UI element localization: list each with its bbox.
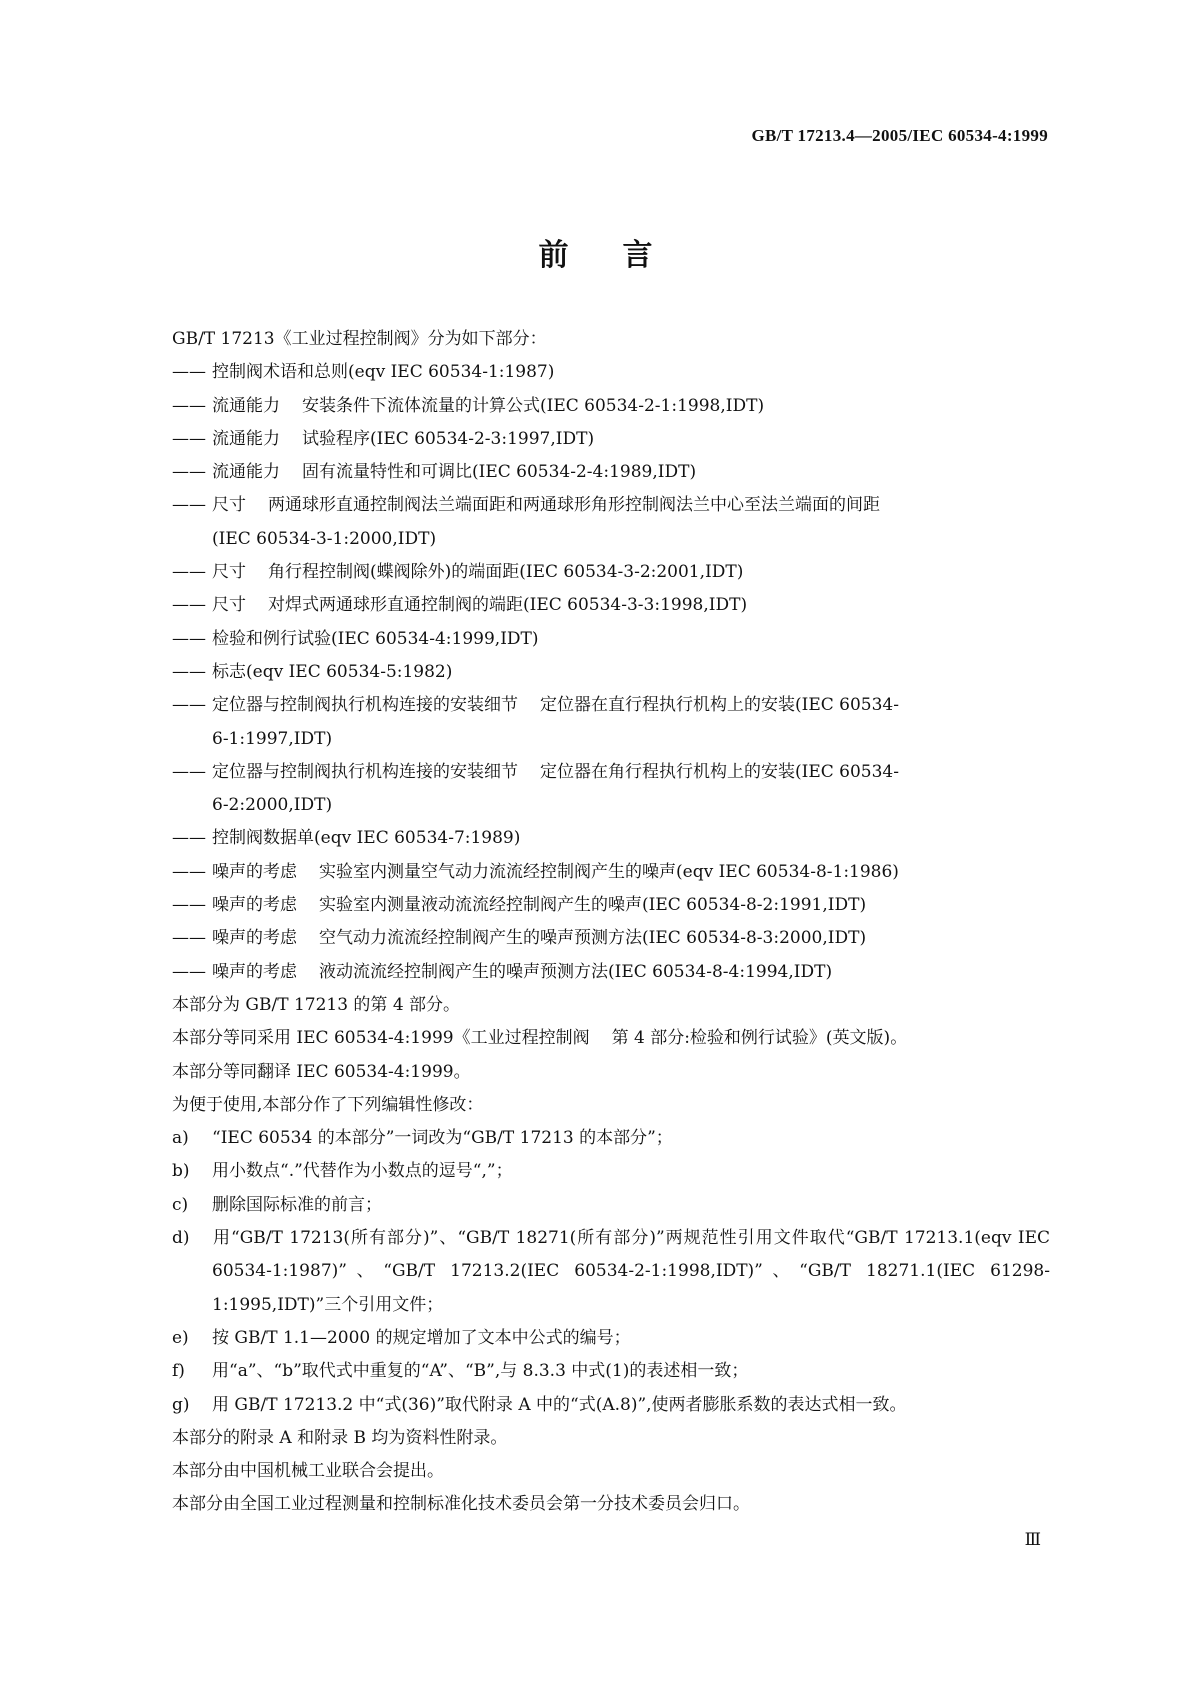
part-item-16: —— 噪声的考虑 液动流流经控制阀产生的噪声预测方法(IEC 60534-8-4:1994,IDT)	[172, 961, 833, 982]
changes-list	[172, 1122, 1050, 1422]
change-item-g: g) 用 GB/T 17213.2 中“式(36)”取代附录 A 中的“式(A.8)”,使两者膨胀系数的表达式相一致。	[172, 1394, 907, 1415]
part-item-6: —— 尺寸 角行程控制阀(蝶阀除外)的端面距(IEC 60534-3-2:2001,IDT)	[172, 562, 744, 583]
part-item-9: —— 标志(eqv IEC 60534-5:1982)	[172, 661, 453, 682]
change-item-a: a) “IEC 60534 的本部分”一词改为“GB/T 17213 的本部分”；	[172, 1128, 673, 1149]
parts-list	[172, 356, 1050, 989]
document-body	[172, 323, 1050, 1522]
standard-code-header: GB/T 17213.4—2005/IEC 60534-4:1999	[751, 126, 1048, 145]
change-item-b: b) 用小数点“.”代替作为小数点的逗号“,”；	[172, 1161, 513, 1182]
change-item-f: f) 用“a”、“b”取代式中重复的“A”、“B”,与 8.3.3 中式(1)的表述相一致；	[172, 1361, 749, 1382]
page-number: Ⅲ	[1024, 1530, 1041, 1550]
part-item-12: —— 控制阀数据单(eqv IEC 60534-7:1989)	[172, 828, 521, 849]
part-item-7: —— 尺寸 对焊式两通球形直通控制阀的端距(IEC 60534-3-3:1998,IDT)	[172, 595, 748, 616]
page-title: 前言	[538, 238, 707, 273]
part-item-8: —— 检验和例行试验(IEC 60534-4:1999,IDT)	[172, 628, 539, 649]
part-item-14: —— 噪声的考虑 实验室内测量液动流流经控制阀产生的噪声(IEC 60534-8-2:1991,IDT)	[172, 895, 867, 916]
change-item-d: d) 用“GB/T 17213(所有部分)”、“GB/T 18271(所有部分)”两规范性引用文件取代“GB/T 17213.1(eqv IEC 60534-1:1987)”、“GB/T 17213.2(IEC 60534-2-1:1998,IDT)”、“GB/T 18271.1(IEC 61298-1:1995,IDT)”三个引用文件；	[172, 1228, 1050, 1315]
part-item-10: —— 定位器与控制阀执行机构连接的安装细节 定位器在直行程执行机构上的安装(IEC 60534- 6-1:1997,IDT)	[172, 695, 899, 749]
paragraph-changes-intro: 为便于使用,本部分作了下列编辑性修改：	[172, 1094, 484, 1115]
change-item-c: c) 删除国际标准的前言；	[172, 1194, 382, 1215]
part-item-2: —— 流通能力 安装条件下流体流量的计算公式(IEC 60534-2-1:1998,IDT)	[172, 395, 765, 416]
change-item-e: e) 按 GB/T 1.1—2000 的规定增加了文本中公式的编号；	[172, 1327, 631, 1348]
part-item-11: —— 定位器与控制阀执行机构连接的安装细节 定位器在角行程执行机构上的安装(IEC 60534- 6-2:2000,IDT)	[172, 761, 899, 816]
paragraph-translation: 本部分等同翻译 IEC 60534-4:1999。	[172, 1061, 471, 1082]
paragraph-committee: 本部分由全国工业过程测量和控制标准化技术委员会第一分技术委员会归口。	[172, 1494, 750, 1515]
part-item-15: —— 噪声的考虑 空气动力流流经控制阀产生的噪声预测方法(IEC 60534-8-3:2000,IDT)	[172, 928, 867, 949]
paragraph-adoption: 本部分等同采用 IEC 60534-4:1999《工业过程控制阀 第 4 部分:检验和例行试验》(英文版)。	[172, 1028, 908, 1049]
part-item-3: —— 流通能力 试验程序(IEC 60534-2-3:1997,IDT)	[172, 428, 595, 449]
part-item-1: —— 控制阀术语和总则(eqv IEC 60534-1:1987)	[172, 362, 555, 383]
part-item-4: —— 流通能力 固有流量特性和可调比(IEC 60534-2-4:1989,IDT)	[172, 462, 697, 483]
paragraph-annexes: 本部分的附录 A 和附录 B 均为资料性附录。	[172, 1427, 508, 1448]
part-item-5: —— 尺寸 两通球形直通控制阀法兰端面距和两通球形角形控制阀法兰中心至法兰端面的间距 (IEC 60534-3-1:2000,IDT)	[172, 495, 880, 549]
intro-paragraph: GB/T 17213《工业过程控制阀》分为如下部分：	[172, 329, 547, 349]
paragraph-proposer: 本部分由中国机械工业联合会提出。	[172, 1461, 444, 1482]
part-item-13: —— 噪声的考虑 实验室内测量空气动力流流经控制阀产生的噪声(eqv IEC 60534-8-1:1986)	[172, 861, 899, 882]
paragraph-part-number: 本部分为 GB/T 17213 的第 4 部分。	[172, 994, 461, 1015]
